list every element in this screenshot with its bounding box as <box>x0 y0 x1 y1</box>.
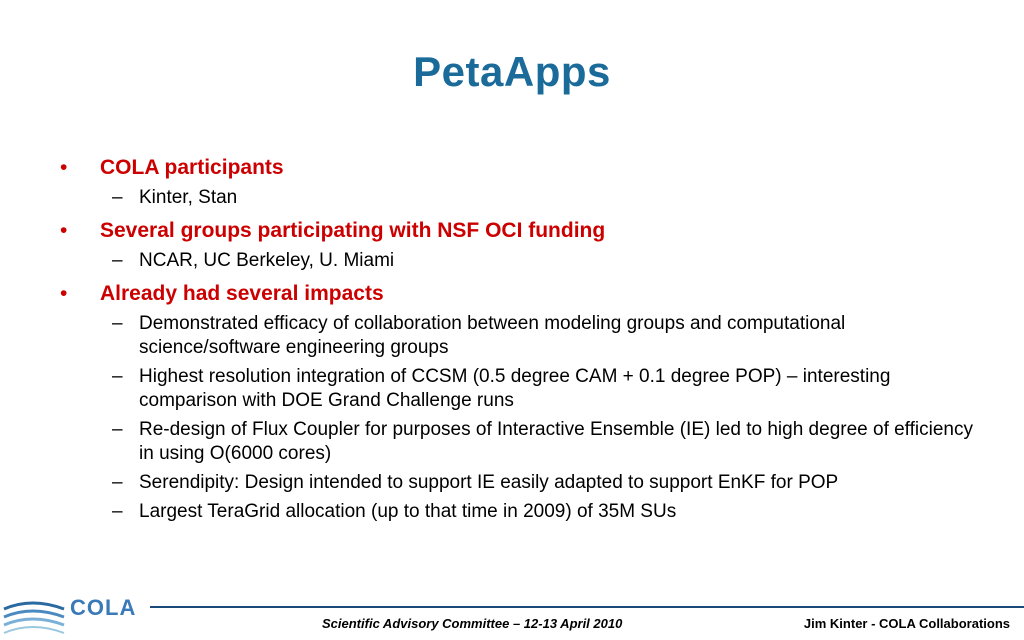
sub-item <box>60 312 980 360</box>
sub-text: Largest TeraGrid allocation (up to that time in 2009) of 35M SUs <box>139 501 677 522</box>
bullet-text: Already had several impacts <box>100 282 384 305</box>
bullet-item <box>60 218 980 244</box>
slide-title: PetaApps <box>413 48 611 95</box>
bullet-item <box>60 155 980 181</box>
dash-marker: – <box>112 366 123 387</box>
logo-wordmark: COLA <box>70 595 137 620</box>
bullet-text: Several groups participating with NSF OCI funding <box>100 219 606 242</box>
dash-marker: – <box>112 472 123 493</box>
bullet-item <box>60 281 980 307</box>
dash-marker: – <box>112 187 123 208</box>
slide-content <box>60 147 980 524</box>
sub-item <box>60 418 980 466</box>
sub-item <box>60 249 980 273</box>
sub-text: Re-design of Flux Coupler for purposes of Interactive Ensemble (IE) led to high degree of efficiency in using O(6000 cores) <box>139 419 973 464</box>
sub-item <box>60 186 980 210</box>
sub-text: Demonstrated efficacy of collaboration between modeling groups and computational science/software engineering groups <box>139 313 846 358</box>
sub-text: NCAR, UC Berkeley, U. Miami <box>139 250 395 271</box>
footer-author: Jim Kinter - COLA Collaborations <box>803 616 1010 631</box>
bullet-marker: • <box>60 282 68 305</box>
sub-item <box>60 365 980 413</box>
dash-marker: – <box>112 250 123 271</box>
dash-marker: – <box>112 419 123 440</box>
sub-item <box>60 500 980 524</box>
dash-marker: – <box>112 501 123 522</box>
sub-text: Serendipity: Design intended to support IE easily adapted to support EnKF for POP <box>139 472 839 493</box>
footer-event: Scientific Advisory Committee – 12-13 April 2010 <box>322 616 623 631</box>
bullet-marker: • <box>60 219 68 242</box>
sub-text: Kinter, Stan <box>139 187 238 208</box>
bullet-marker: • <box>60 156 68 179</box>
sub-text: Highest resolution integration of CCSM (0.5 degree CAM + 0.1 degree POP) – interesting comparison with DOE Grand Challenge runs <box>139 366 891 411</box>
footer-divider <box>150 606 1024 608</box>
bullet-text: COLA participants <box>100 156 284 179</box>
dash-marker: – <box>112 313 123 334</box>
sub-item <box>60 471 980 495</box>
